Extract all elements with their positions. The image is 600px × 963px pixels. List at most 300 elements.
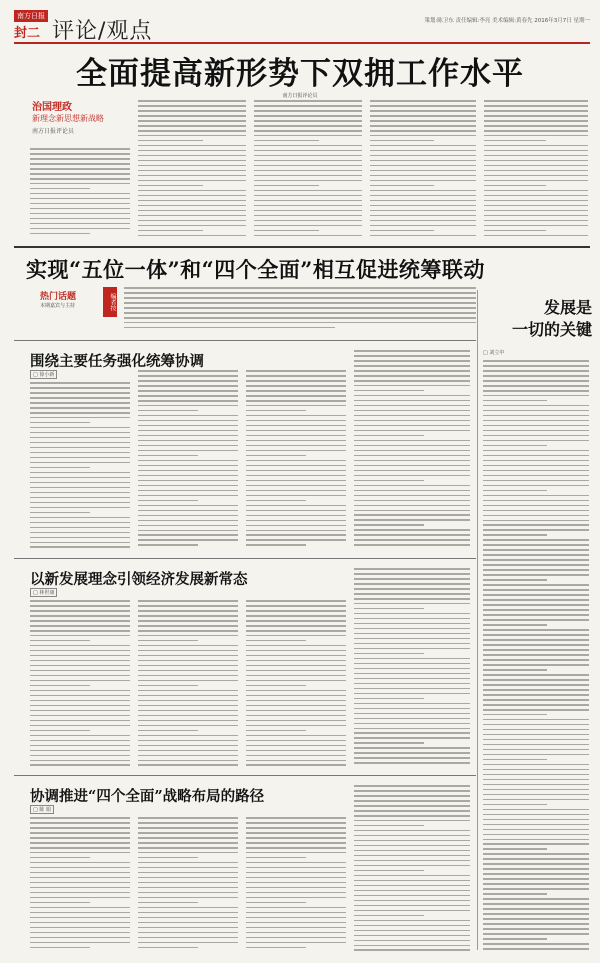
text-line [30, 153, 130, 155]
text-line [138, 670, 238, 672]
text-line [138, 710, 238, 712]
text-line [246, 932, 346, 934]
masthead [14, 8, 590, 44]
text-line [246, 720, 346, 722]
text-line [30, 725, 130, 727]
text-line [483, 415, 589, 417]
text-line [370, 165, 476, 167]
text-line [30, 695, 130, 697]
text-line [30, 764, 130, 766]
text-line [484, 100, 588, 102]
text-line [354, 757, 470, 759]
text-line [138, 544, 198, 546]
text-line [246, 832, 346, 834]
text-line [30, 685, 90, 687]
text-line [246, 435, 346, 437]
text-line [138, 410, 198, 412]
article-1-title[interactable]: 围绕主要任务强化统筹协调 [30, 353, 204, 370]
text-line [246, 917, 346, 919]
text-line [354, 890, 470, 892]
text-line [483, 848, 547, 850]
text-line [30, 173, 130, 175]
text-line [483, 699, 589, 701]
text-line [138, 764, 238, 766]
text-line [138, 520, 238, 522]
text-line [30, 857, 90, 859]
text-line [124, 307, 476, 309]
text-line [483, 470, 589, 472]
text-line [254, 120, 362, 122]
text-line [30, 522, 130, 524]
text-line [138, 480, 238, 482]
text-line [484, 105, 588, 107]
text-line [483, 430, 589, 432]
text-line [30, 650, 130, 652]
text-line [370, 125, 476, 127]
text-line [246, 817, 346, 819]
text-line [483, 918, 589, 920]
text-line [484, 115, 588, 117]
text-line [246, 400, 346, 402]
lead-headline[interactable]: 全面提高新形势下双拥工作水平 [76, 56, 524, 92]
text-line [138, 175, 246, 177]
text-line [30, 198, 130, 200]
text-line [138, 115, 246, 117]
text-line [124, 287, 476, 289]
text-line [354, 790, 470, 792]
text-line [138, 445, 238, 447]
text-line [483, 853, 589, 855]
text-line [246, 655, 346, 657]
text-line [483, 913, 589, 915]
side-article-title[interactable] [482, 297, 592, 341]
text-line [483, 888, 589, 890]
text-line [30, 546, 130, 548]
text-line [30, 917, 130, 919]
article-rule-2 [14, 775, 476, 776]
text-line [138, 680, 238, 682]
text-line [138, 675, 238, 677]
text-line [138, 912, 238, 914]
text-line [30, 705, 130, 707]
article-2-title[interactable]: 以新发展理念引领经济发展新常态 [30, 571, 248, 588]
text-line [246, 450, 346, 452]
text-line [483, 948, 589, 950]
text-line [30, 542, 130, 544]
text-line [246, 685, 306, 687]
text-line [124, 312, 476, 314]
text-line [354, 728, 470, 730]
text-line [30, 462, 130, 464]
text-line [483, 624, 547, 626]
text-line [246, 455, 306, 457]
text-line [138, 215, 246, 217]
text-line [354, 460, 470, 462]
text-line [138, 205, 246, 207]
article-1-body-a [30, 382, 130, 551]
article-1-body-b [138, 370, 238, 549]
text-line [370, 145, 476, 147]
text-line [30, 640, 90, 642]
text-line [30, 877, 130, 879]
text-line [354, 658, 470, 660]
text-line [254, 210, 362, 212]
text-line [30, 610, 130, 612]
text-line [138, 390, 238, 392]
text-line [30, 148, 130, 150]
text-line [30, 635, 130, 637]
column-name: 治国理政 [32, 102, 72, 113]
text-line [30, 223, 130, 225]
text-line [138, 210, 246, 212]
text-line [483, 898, 589, 900]
section-title: 评论/观点 [52, 19, 153, 44]
text-line [370, 220, 476, 222]
text-line [138, 195, 246, 197]
text-line [138, 937, 238, 939]
text-line [138, 110, 246, 112]
text-line [483, 863, 589, 865]
text-line [30, 735, 130, 737]
text-line [354, 930, 470, 932]
text-line [483, 495, 589, 497]
side-title-line-2: 一切的关键 [511, 320, 592, 339]
text-line [254, 190, 362, 192]
text-line [30, 218, 130, 220]
text-line [483, 400, 547, 402]
text-line [354, 747, 470, 749]
text-line [138, 947, 198, 949]
text-line [124, 297, 476, 299]
text-line [138, 755, 238, 757]
text-line [484, 210, 588, 212]
text-line [246, 897, 346, 899]
text-line [138, 635, 238, 637]
text-line [30, 482, 130, 484]
text-line [30, 847, 130, 849]
text-line [483, 549, 589, 551]
text-line [246, 755, 346, 757]
text-line [246, 705, 346, 707]
text-line [354, 835, 470, 837]
text-line [138, 405, 238, 407]
text-line [246, 735, 346, 737]
text-line [483, 834, 589, 836]
text-line [30, 665, 130, 667]
text-line [354, 524, 424, 526]
text-line [483, 873, 589, 875]
text-line [483, 539, 589, 541]
text-line [138, 827, 238, 829]
text-line [246, 485, 346, 487]
text-line [124, 317, 476, 319]
text-line [483, 933, 589, 935]
text-line [354, 820, 470, 822]
text-line [138, 470, 238, 472]
text-line [30, 670, 130, 672]
text-line [483, 584, 589, 586]
text-line [138, 220, 246, 222]
text-line [354, 435, 424, 437]
text-line [246, 539, 346, 541]
text-line [354, 925, 470, 927]
text-line [483, 390, 589, 392]
text-line [254, 200, 362, 202]
text-line [30, 467, 90, 469]
side-article-body [483, 360, 589, 953]
text-line [246, 645, 346, 647]
text-line [30, 912, 130, 914]
text-line [254, 185, 319, 187]
text-line [246, 660, 346, 662]
text-line [30, 442, 130, 444]
text-line [138, 665, 238, 667]
text-line [138, 857, 198, 859]
text-line [483, 559, 589, 561]
text-line [30, 447, 130, 449]
text-line [138, 539, 238, 541]
text-line [246, 505, 346, 507]
text-line [138, 882, 238, 884]
text-line [484, 165, 588, 167]
text-line [354, 875, 470, 877]
text-line [354, 795, 470, 797]
text-line [138, 872, 238, 874]
text-line [354, 732, 470, 734]
text-line [483, 789, 589, 791]
text-line [138, 877, 238, 879]
text-line [354, 593, 470, 595]
text-line [483, 724, 589, 726]
text-line [254, 135, 362, 137]
text-line [246, 480, 346, 482]
text-line [246, 764, 346, 766]
text-line [246, 495, 346, 497]
text-line [483, 719, 589, 721]
logo-sub: 本期嘉宾与主持 [40, 303, 76, 309]
text-line [246, 867, 346, 869]
text-line [354, 945, 470, 947]
text-line [138, 605, 238, 607]
text-line [354, 519, 470, 521]
text-line [246, 635, 346, 637]
text-line [246, 852, 346, 854]
column-sub: 新理念新思想新战略 [32, 114, 104, 123]
text-line [246, 465, 346, 467]
article-1-author: □ 徐小新 [30, 370, 57, 379]
text-line [483, 819, 589, 821]
text-line [370, 115, 476, 117]
text-line [30, 492, 130, 494]
text-line [354, 455, 470, 457]
text-line [354, 663, 470, 665]
text-line [354, 885, 470, 887]
text-line [354, 673, 470, 675]
text-line [483, 544, 589, 546]
text-line [483, 664, 589, 666]
text-line [370, 195, 476, 197]
topic-logo [40, 289, 96, 309]
text-line [138, 817, 238, 819]
text-line [370, 120, 476, 122]
paper-tag: 南方日报 [14, 10, 48, 22]
text-line [30, 730, 90, 732]
article-3-body-c [246, 817, 346, 952]
text-line [138, 435, 238, 437]
text-line [246, 650, 346, 652]
text-line [483, 589, 589, 591]
text-line [30, 163, 130, 165]
text-line [484, 205, 588, 207]
text-line [483, 843, 589, 845]
text-line [138, 190, 246, 192]
text-line [138, 200, 246, 202]
text-line [354, 578, 470, 580]
text-line [30, 477, 130, 479]
text-line [138, 645, 238, 647]
text-line [254, 110, 362, 112]
text-line [138, 180, 246, 182]
text-line [138, 927, 238, 929]
text-line [354, 613, 470, 615]
text-line [254, 140, 319, 142]
text-line [254, 175, 362, 177]
text-line [483, 510, 589, 512]
text-line [483, 609, 589, 611]
text-line [30, 942, 130, 944]
text-line [370, 105, 476, 107]
text-line [483, 594, 589, 596]
text-line [354, 949, 470, 951]
text-line [483, 943, 589, 945]
text-line [354, 529, 470, 531]
text-line [30, 867, 130, 869]
text-line [138, 515, 238, 517]
text-line [483, 754, 589, 756]
text-line [246, 380, 346, 382]
text-line [138, 892, 238, 894]
text-line [254, 215, 362, 217]
text-line [30, 432, 130, 434]
text-line [246, 922, 346, 924]
text-line [246, 857, 306, 859]
text-line [354, 603, 470, 605]
text-line [484, 195, 588, 197]
text-line [354, 762, 470, 764]
article-2-author: □ 林世康 [30, 588, 57, 597]
text-line [483, 799, 589, 801]
text-line [483, 410, 589, 412]
text-line [246, 440, 346, 442]
text-line [30, 178, 130, 180]
text-line [484, 175, 588, 177]
text-line [483, 829, 589, 831]
text-line [138, 140, 203, 142]
text-line [138, 375, 238, 377]
text-line [246, 510, 346, 512]
text-line [30, 822, 130, 824]
text-line [246, 745, 346, 747]
text-line [484, 220, 588, 222]
text-line [30, 615, 130, 617]
text-line [138, 500, 198, 502]
text-line [483, 475, 589, 477]
article-2-body-a [30, 600, 130, 769]
text-line [483, 420, 589, 422]
lead-byline: 南方日报评论员 [282, 93, 318, 99]
text-line [30, 382, 130, 384]
text-line [354, 534, 470, 536]
text-line [138, 505, 238, 507]
text-line [246, 827, 346, 829]
text-line [30, 902, 90, 904]
text-line [138, 534, 238, 536]
text-line [138, 640, 198, 642]
text-line [483, 804, 547, 806]
text-line [483, 365, 589, 367]
article-2-body-d [354, 568, 470, 767]
text-line [246, 530, 346, 532]
text-line [30, 437, 130, 439]
text-line [354, 915, 424, 917]
text-line [138, 105, 246, 107]
text-line [246, 862, 346, 864]
text-line [370, 160, 476, 162]
text-line [30, 392, 130, 394]
text-line [138, 150, 246, 152]
text-line [30, 887, 130, 889]
text-line [254, 160, 362, 162]
text-line [246, 430, 346, 432]
text-line [354, 855, 470, 857]
text-line [483, 435, 589, 437]
text-line [354, 470, 470, 472]
text-line [138, 650, 238, 652]
lead-body-col2 [138, 100, 246, 240]
text-line [246, 942, 346, 944]
article-3-body-b [138, 817, 238, 952]
text-line [246, 475, 346, 477]
text-line [138, 610, 238, 612]
text-line [246, 837, 346, 839]
article-3-title[interactable]: 协调推进“四个全面”战略布局的路径 [30, 788, 265, 805]
text-line [246, 882, 346, 884]
text-line [30, 690, 130, 692]
text-line [254, 150, 362, 152]
text-line [354, 400, 470, 402]
side-article-author: □ 刘立中 [483, 350, 505, 356]
text-line [354, 500, 470, 502]
text-line [370, 215, 476, 217]
text-line [484, 110, 588, 112]
text-line [254, 165, 362, 167]
text-line [30, 660, 130, 662]
text-line [370, 100, 476, 102]
text-line [483, 554, 589, 556]
text-line [354, 385, 470, 387]
text-line [354, 708, 470, 710]
feature-headline[interactable]: 实现“五位一体”和“四个全面”相互促进统筹联动 [26, 257, 485, 282]
text-line [354, 390, 424, 392]
text-line [138, 460, 238, 462]
column-divider [477, 290, 478, 950]
page-code: 封二 [14, 26, 41, 41]
text-line [483, 649, 589, 651]
text-line [138, 415, 238, 417]
text-line [30, 203, 130, 205]
text-line [483, 445, 547, 447]
text-line [30, 827, 130, 829]
